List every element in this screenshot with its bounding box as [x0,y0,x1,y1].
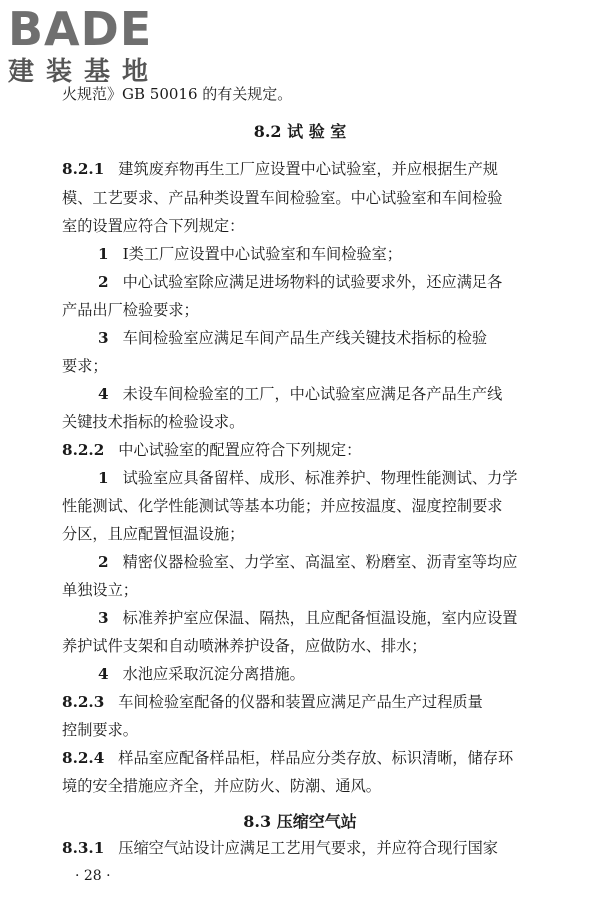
clause-number: 8.2.2 [62,441,105,459]
item-8-2-1-1: 1 Ⅰ类工厂应设置中心试验室和车间检验室； [98,245,402,263]
item-8-2-1-4-cont: 关键技术指标的检验设求。 [62,413,245,431]
clause-8-2-1-line-2: 模、工艺要求、产品种类设置车间检验室。中心试验室和车间检验 [62,189,503,207]
logo-subtitle: 建装基地 [8,57,161,87]
clause-8-2-1-line-1: 8.2.1 建筑废弃物再生工厂应设置中心试验室，并应根据生产规 [62,160,498,178]
item-8-2-1-3: 3 车间检验室应满足车间产品生产线关键技术指标的检验 [98,329,488,347]
previous-page-fragment: 火规范》GB 50016 的有关规定。 [62,85,293,103]
item-8-2-2-4: 4 水池应采取沉淀分离措施。 [98,665,305,683]
item-8-2-1-2: 2 中心试验室除应满足进场物料的试验要求外，还应满足各 [98,273,503,291]
clause-8-2-3: 8.2.3 车间检验室配备的仪器和装置应满足产品生产过程质量 [62,693,483,711]
item-8-2-1-4: 4 未设车间检验室的工厂，中心试验室应满足各产品生产线 [98,385,503,403]
section-heading-8-3: 8.3 压缩空气站 [243,812,357,831]
clause-8-2-4-cont: 境的安全措施应齐全，并应防火、防潮、通风。 [62,777,381,795]
item-8-2-1-2-cont: 产品出厂检验要求； [62,301,199,319]
clause-number: 8.2.4 [62,749,105,767]
clause-number: 8.2.3 [62,693,105,711]
item-number: 2 [98,273,109,291]
clause-8-2-3-cont: 控制要求。 [62,721,138,739]
item-8-2-1-3-cont: 要求； [62,357,108,375]
bade-logo [8,2,178,96]
item-8-2-2-2-cont: 单独设立； [62,581,138,599]
clause-8-2-4: 8.2.4 样品室应配备样品柜，样品应分类存放、标识清晰，储存环 [62,749,514,767]
item-number: 4 [98,665,109,683]
clause-8-2-2: 8.2.2 中心试验室的配置应符合下列规定： [62,441,362,459]
item-number: 2 [98,553,109,571]
item-8-2-2-2: 2 精密仪器检验室、力学室、高温室、粉磨室、沥青室等均应 [98,553,518,571]
page-number: · 28 · [75,868,111,884]
item-number: 1 [98,469,109,487]
item-8-2-2-1: 1 试验室应具备留样、成形、标准养护、物理性能测试、力学 [98,469,518,487]
item-8-2-2-1-cont: 分区，且应配置恒温设施； [62,525,245,543]
item-number: 4 [98,385,109,403]
item-8-2-2-3: 3 标准养护室应保温、隔热，且应配备恒温设施，室内应设置 [98,609,518,627]
item-number: 3 [98,329,109,347]
item-number: 1 [98,245,109,263]
logo-wordmark: BADE [8,2,153,56]
item-8-2-2-1-cont: 性能测试、化学性能测试等基本功能；并应按温度、湿度控制要求 [62,497,503,515]
clause-8-2-1-line-3: 室的设置应符合下列规定： [62,217,245,235]
clause-8-3-1: 8.3.1 压缩空气站设计应满足工艺用气要求，并应符合现行国家 [62,839,498,857]
item-8-2-2-3-cont: 养护试件支架和自动喷淋养护设备，应做防水、排水； [62,637,427,655]
item-number: 3 [98,609,109,627]
clause-number: 8.3.1 [62,839,105,857]
section-heading-8-2: 8.2 试 验 室 [253,122,347,141]
clause-number: 8.2.1 [62,160,105,178]
